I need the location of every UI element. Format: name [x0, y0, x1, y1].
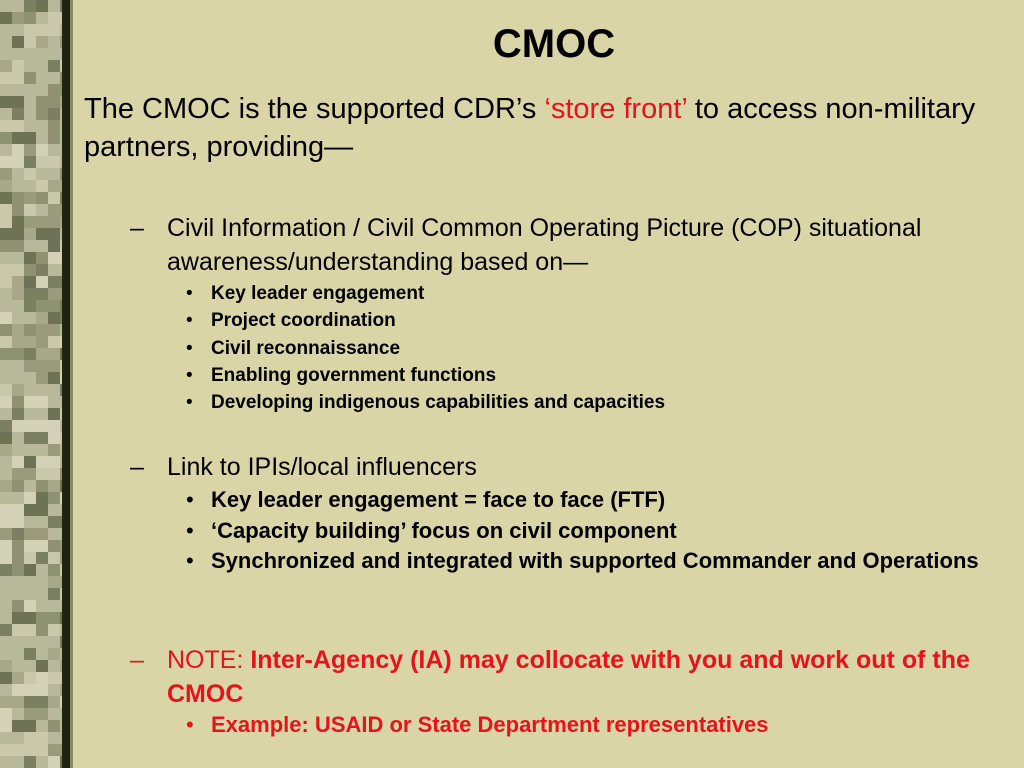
camo-pixel	[48, 624, 60, 636]
camo-pixel	[12, 36, 24, 48]
camo-pixel	[48, 576, 62, 588]
bullet-icon: •	[186, 310, 193, 332]
list-item	[184, 362, 1004, 389]
camo-pixel	[24, 192, 36, 204]
camo-pixel	[0, 240, 24, 252]
camo-pixel	[48, 120, 60, 132]
camo-pixel	[48, 84, 62, 96]
camo-pixel	[48, 132, 60, 144]
camo-pixel	[36, 456, 60, 468]
camo-pixel	[36, 228, 60, 240]
camo-pixel	[24, 156, 36, 168]
note-label: NOTE:	[167, 646, 251, 674]
camo-pixel	[24, 708, 48, 720]
camo-pixel	[0, 168, 12, 180]
camo-pixel	[48, 516, 62, 528]
intro-paragraph	[84, 90, 984, 166]
list-item	[184, 485, 1004, 516]
camo-pixel	[48, 252, 62, 264]
note-text: Inter-Agency (IA) may collocate with you and work out of the CMOC	[167, 646, 970, 708]
list-item-text: Enabling government functions	[211, 364, 497, 386]
camo-pixel	[48, 312, 60, 324]
bullet-icon: •	[186, 712, 194, 737]
camo-pixel	[12, 480, 24, 492]
camo-pixel	[48, 468, 60, 480]
camo-pixel	[24, 540, 48, 552]
camo-pixel	[48, 432, 60, 444]
camo-pixel	[12, 288, 24, 300]
list-item-text: Key leader engagement = face to face (FTF)	[211, 487, 666, 512]
camo-pixel	[12, 420, 36, 432]
camo-pixel	[24, 492, 36, 504]
list-item-text: Developing indigenous capabilities and capacities	[211, 392, 666, 414]
camo-pixel	[48, 324, 60, 336]
list-item-text: Civil reconnaissance	[211, 337, 401, 359]
list-item-text: Key leader engagement	[211, 283, 425, 304]
list-item-text: Project coordination	[211, 310, 396, 332]
list-item	[184, 516, 1004, 547]
camo-pixel	[0, 444, 12, 456]
camo-pixel	[24, 564, 36, 576]
camo-pixel	[0, 432, 12, 444]
camo-pixel	[0, 72, 24, 84]
camo-pixel	[0, 480, 12, 492]
camo-pixel	[48, 720, 60, 732]
intro-highlight: ‘store front’	[544, 93, 687, 125]
camo-pixel	[0, 324, 12, 336]
camo-pixel	[0, 420, 12, 432]
camo-pixel	[0, 660, 12, 672]
list-item	[184, 389, 1004, 416]
camo-pixel	[24, 204, 36, 216]
camo-pixel	[0, 516, 24, 528]
slide-title: CMOC	[492, 22, 616, 66]
camo-pixel	[48, 108, 60, 120]
camo-pixel	[36, 108, 48, 120]
camo-pixel	[24, 324, 36, 336]
section-link-ipis	[130, 450, 990, 484]
border-divider	[62, 0, 70, 768]
camo-pixel	[36, 300, 60, 312]
camo-pixel	[24, 528, 36, 540]
camo-pixel	[36, 324, 48, 336]
camo-pixel	[36, 192, 48, 204]
camo-pixel	[0, 720, 12, 732]
bullet-icon: •	[186, 337, 193, 359]
camo-pixel	[0, 216, 12, 228]
camo-pixel	[12, 600, 24, 612]
camo-pixel	[12, 624, 36, 636]
camo-pixel	[24, 12, 36, 24]
camo-pixel	[0, 744, 24, 756]
camo-pixel	[24, 276, 36, 288]
camo-pixel	[24, 756, 36, 768]
bullet-icon: •	[186, 517, 194, 543]
camo-pixel	[24, 348, 36, 360]
camo-pixel	[36, 36, 48, 48]
camo-pixel	[48, 444, 60, 456]
camo-pixel	[12, 12, 24, 24]
camo-pixel	[48, 696, 60, 708]
camo-pixel	[24, 264, 36, 276]
bullet-icon: •	[186, 487, 194, 512]
camo-pixel	[48, 276, 60, 288]
camo-pixel	[36, 468, 48, 480]
camo-pixel	[0, 564, 12, 576]
camo-pixel	[36, 528, 48, 540]
bullet-icon: •	[186, 364, 193, 386]
camo-pixel	[36, 360, 60, 372]
intro-text-end: to access non-military partners, providing—	[84, 93, 976, 163]
camo-pixel	[0, 180, 12, 192]
camo-pixel	[12, 276, 24, 288]
camo-pixel	[0, 528, 12, 540]
camo-pixel	[0, 312, 12, 324]
camo-pixel	[0, 276, 12, 288]
camo-pixel	[0, 132, 12, 144]
list-item-text: ‘Capacity building’ focus on civil component	[211, 517, 677, 543]
section-text: Civil Information / Civil Common Operating Picture (COP) situational awareness/understanding based on—	[167, 214, 922, 276]
list-item	[184, 710, 1004, 741]
camo-pixel	[36, 420, 60, 432]
camo-pixel	[48, 288, 62, 300]
camo-pixel	[36, 624, 48, 636]
camo-pixel	[12, 384, 24, 396]
camo-pixel	[36, 372, 48, 384]
camo-pixel	[24, 24, 36, 36]
camo-pixel	[0, 12, 12, 24]
camo-pixel	[24, 504, 48, 516]
camo-pixel	[24, 252, 36, 264]
camo-pixel	[24, 744, 48, 756]
camo-pixel	[48, 180, 62, 192]
border-divider-highlight	[70, 0, 73, 768]
camo-pixel	[36, 252, 48, 264]
camo-pixel	[48, 204, 62, 216]
camo-pixel	[0, 552, 12, 564]
camo-pixel	[36, 348, 60, 360]
camo-pixel	[12, 612, 36, 624]
dash-marker: –	[130, 214, 144, 242]
camo-pixel	[0, 708, 12, 720]
section-note	[130, 643, 990, 711]
section-text	[130, 643, 990, 711]
camo-pixel	[0, 384, 12, 396]
camo-pixel	[24, 288, 48, 300]
camo-pixel	[36, 156, 60, 168]
dash-marker: –	[130, 453, 144, 481]
list-item	[184, 546, 1004, 577]
camo-pixel	[24, 552, 36, 564]
section-text: Link to IPIs/local influencers	[167, 453, 477, 481]
camo-pixel	[12, 696, 24, 708]
camo-pixel	[36, 480, 48, 492]
camo-pixel	[12, 324, 24, 336]
camo-pixel	[24, 72, 36, 84]
camo-pixel	[0, 504, 24, 516]
camo-pixel	[24, 648, 36, 660]
camo-pixel	[24, 396, 48, 408]
bullet-icon: •	[186, 548, 194, 574]
camo-pixel	[24, 168, 36, 180]
camo-pixel	[12, 720, 36, 732]
list-item	[184, 307, 1004, 334]
camo-pixel	[12, 468, 36, 480]
list-item-text: Synchronized and integrated with supported Commander and Operations	[211, 548, 979, 574]
camo-pixel	[24, 132, 36, 144]
camo-pixel	[48, 648, 60, 660]
section-civil-information-bullets	[184, 280, 1004, 416]
camo-pixel	[0, 96, 24, 108]
section-link-ipis-bullets	[184, 485, 1004, 577]
camo-pixel	[36, 732, 48, 744]
camo-pixel	[0, 672, 12, 684]
camo-pixel	[24, 432, 48, 444]
camo-pixel	[0, 228, 24, 240]
list-item-text: Example: USAID or State Department representatives	[211, 712, 769, 737]
camo-pixel	[48, 744, 62, 756]
camo-pixel	[36, 672, 48, 684]
camo-pixel	[36, 0, 48, 12]
camo-pixel	[36, 264, 48, 276]
slide-content	[84, 0, 1014, 768]
section-note-bullets	[184, 710, 1004, 741]
camo-pixel	[24, 228, 36, 240]
camo-pixel	[36, 660, 48, 672]
camo-pixel	[36, 336, 48, 348]
camo-pixel	[0, 120, 24, 132]
list-item	[184, 335, 1004, 362]
camo-pixel	[24, 684, 48, 696]
camouflage-border	[0, 0, 62, 768]
camo-pixel	[48, 192, 60, 204]
camo-pixel	[12, 408, 24, 420]
camo-pixel	[0, 156, 24, 168]
camo-pixel	[48, 672, 62, 684]
camo-pixel	[36, 24, 60, 36]
bullet-icon: •	[186, 392, 193, 414]
camo-pixel	[36, 312, 48, 324]
camo-pixel	[48, 240, 60, 252]
camo-pixel	[24, 600, 36, 612]
camo-pixel	[12, 456, 24, 468]
camo-pixel	[12, 60, 24, 72]
camo-pixel	[24, 0, 36, 12]
section-civil-information	[130, 211, 990, 279]
camo-pixel	[48, 492, 60, 504]
list-item	[184, 280, 1004, 307]
camo-pixel	[12, 336, 36, 348]
camo-pixel	[12, 108, 24, 120]
camo-pixel	[36, 96, 48, 108]
camo-pixel	[36, 612, 60, 624]
camo-pixel	[12, 552, 24, 564]
camo-pixel	[48, 96, 60, 108]
camo-pixel	[24, 696, 48, 708]
camo-pixel	[36, 144, 48, 156]
camo-pixel	[48, 336, 60, 348]
bullet-icon: •	[186, 283, 193, 304]
camo-pixel	[0, 540, 12, 552]
intro-text-start: The CMOC is the supported CDR’s	[84, 93, 545, 125]
dash-marker: –	[130, 646, 144, 674]
camo-pixel	[24, 216, 48, 228]
